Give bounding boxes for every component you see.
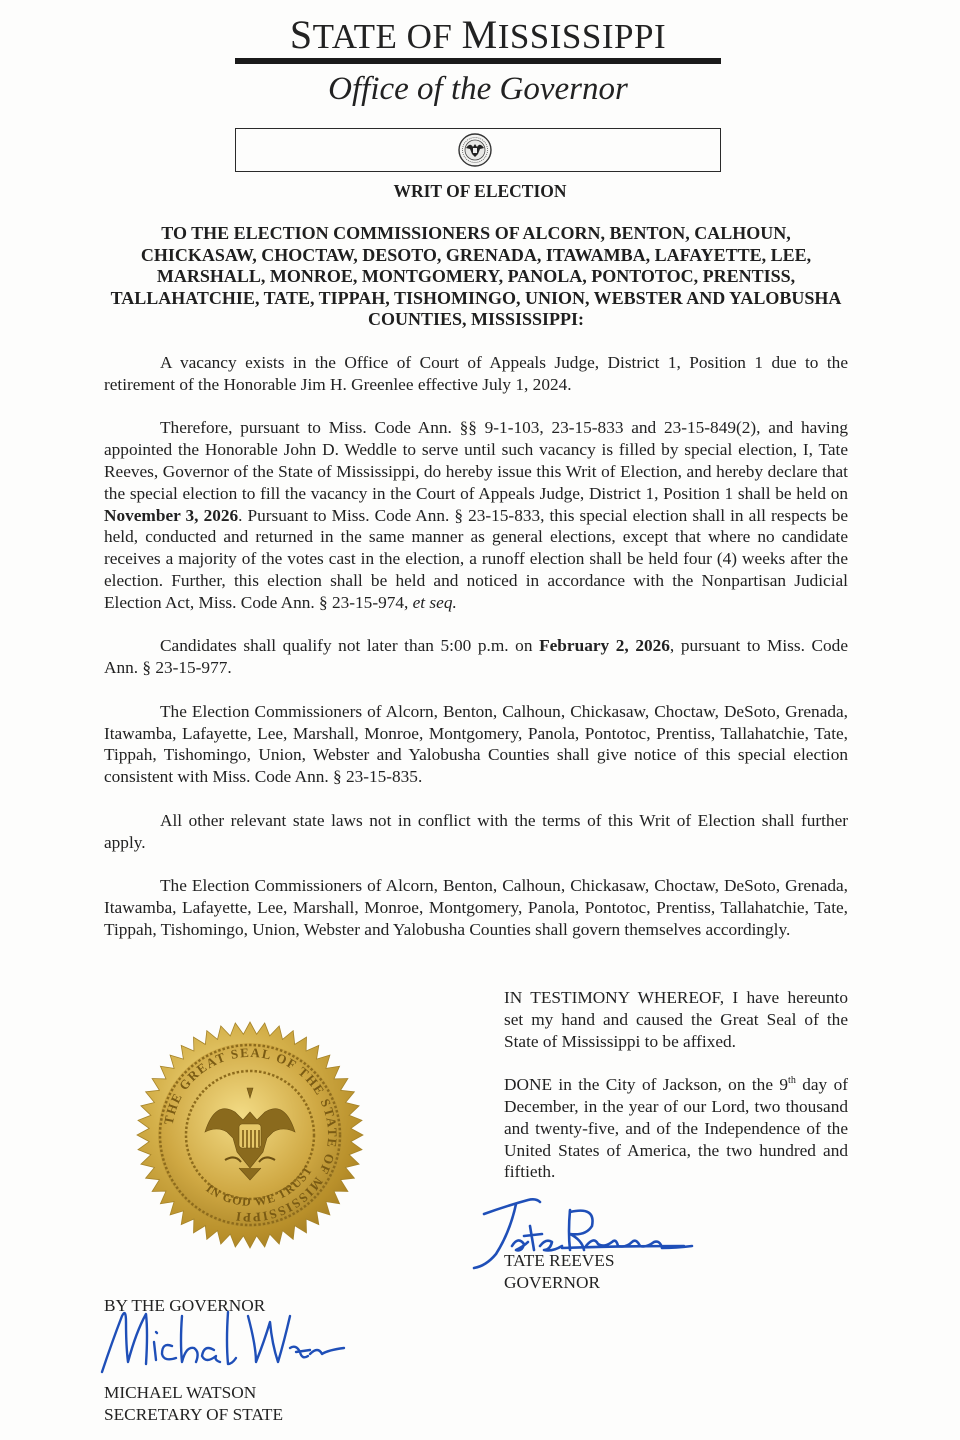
secretary-signature-block [104,1382,283,1426]
done-text-cont: day of December, in the year of our Lord, two thousand and twenty-five, and of the Independence of the United States of America, the two hundred and fiftieth. [504,1075,848,1182]
governor-signature-block [504,1250,614,1294]
qualification-deadline: February 2, 2026 [539,636,670,656]
qualification-text: Candidates shall qualify not later than 5:00 p.m. on [160,636,540,656]
state-name: ISSISSIPPI [497,17,667,56]
governor-title: GOVERNOR [504,1273,601,1292]
secretary-name: MICHAEL WATSON [104,1383,257,1402]
letterhead-rule [235,58,721,64]
writ-body [104,352,848,962]
state-initial: S [289,12,313,57]
paragraph-vacancy: A vacancy exists in the Office of Court of Appeals Judge, District 1, Position 1 due to the retirement of the Honorable Jim H. Greenlee effective July 1, 2024. [104,353,848,394]
paragraph-notice: The Election Commissioners of Alcorn, Benton, Calhoun, Chickasaw, Choctaw, DeSoto, Grenada, Itawamba, Lafayette, Lee, Marshall, Monroe, Montgomery, Panola, Pontotoc, Prentiss, Tallahatchie, Tate, Tippah, Tishomingo, Union, Webster and Yalobusha Counties shall give notice of this special election consistent with Miss. Code Ann. § 23-15-835. [104,701,848,787]
et-seq: et seq. [412,592,457,612]
addressee-block: TO THE ELECTION COMMISSIONERS OF ALCORN, BENTON, CALHOUN, CHICKASAW, CHOCTAW, DESOTO, GRENADA, ITAWAMBA, LAFAYETTE, LEE, MARSHALL, MONROE, MONTGOMERY, PANOLA, PONTOTOC, PRENTISS, TALLAHATCHIE, TATE, TIPPAH, TISHOMINGO, UNION, WEBSTER AND YALOBUSHA COUNTIES, MISSISSIPPI: [110,223,842,330]
letterhead-state-title [235,14,721,58]
paragraph-qualification [104,635,848,679]
state-prefix: TATE OF [312,17,462,56]
small-state-seal-icon [458,133,492,167]
qualification-text-cont: , pursuant to Miss. Code Ann. § 23-15-977. [104,636,848,678]
paragraph-govern: The Election Commissioners of Alcorn, Benton, Calhoun, Chickasaw, Choctaw, DeSoto, Grenada, Itawamba, Lafayette, Lee, Marshall, Monroe, Montgomery, Panola, Pontotoc, Prentiss, Tallahatchie, Tate, Tippah, Tishomingo, Union, Webster and Yalobusha Counties shall govern themselves accordingly. [104,876,848,939]
great-seal-of-mississippi [135,1020,365,1250]
testimony-whereof: IN TESTIMONY WHEREOF, I have hereunto set my hand and caused the Great Seal of the State of Mississippi to be affixed. [504,988,848,1051]
secretary-signature [96,1302,346,1382]
testimony-block [504,987,848,1205]
document-title: WRIT OF ELECTION [393,181,567,201]
testimony-done [504,1074,848,1183]
declaration-text: Therefore, pursuant to Miss. Code Ann. §§ 9-1-103, 23-15-833 and 23-15-849(2), and having appointed the Honorable John D. Weddle to serve until such vacancy is filled by special election, I, Tate Reeves, Governor of the State of Mississippi, do hereby issue this Writ of Election, and hereby declare that the special election to fill the vacancy in the Court of Appeals Judge, District 1, Position 1 shall be held on [104,418,848,503]
done-text: DONE in the City of Jackson, on the 9 [504,1075,789,1095]
seal-outer-text: THE GREAT SEAL OF THE STATE OF MISSISSIPPI [160,1044,341,1226]
paragraph-other-laws: All other relevant state laws not in conflict with the terms of this Writ of Election shall further apply. [104,810,848,852]
governor-name: TATE REEVES [504,1251,615,1270]
letterhead-office: Office of the Governor [328,71,628,107]
election-date: November 3, 2026 [104,505,239,525]
paragraph-declaration [104,417,848,613]
state-name-initial: M [461,12,498,57]
by-the-governor: BY THE GOVERNOR [104,1296,266,1315]
done-ordinal: th [788,1075,796,1087]
declaration-text-cont: . Pursuant to Miss. Code Ann. § 23-15-833, this special election shall in all respects be held, conducted and returned in the same manner as general elections, except that where no candidate receives a majority of the votes cast in the election, a runoff election shall be held four (4) weeks after the election. Further, this election shall be held and noticed in accordance with the Nonpartisan Judicial Election Act, Miss. Code Ann. § 23-15-974, [104,505,849,612]
secretary-title: SECRETARY OF STATE [104,1405,284,1424]
seal-motto: IN GOD WE TRUST [203,1162,316,1209]
